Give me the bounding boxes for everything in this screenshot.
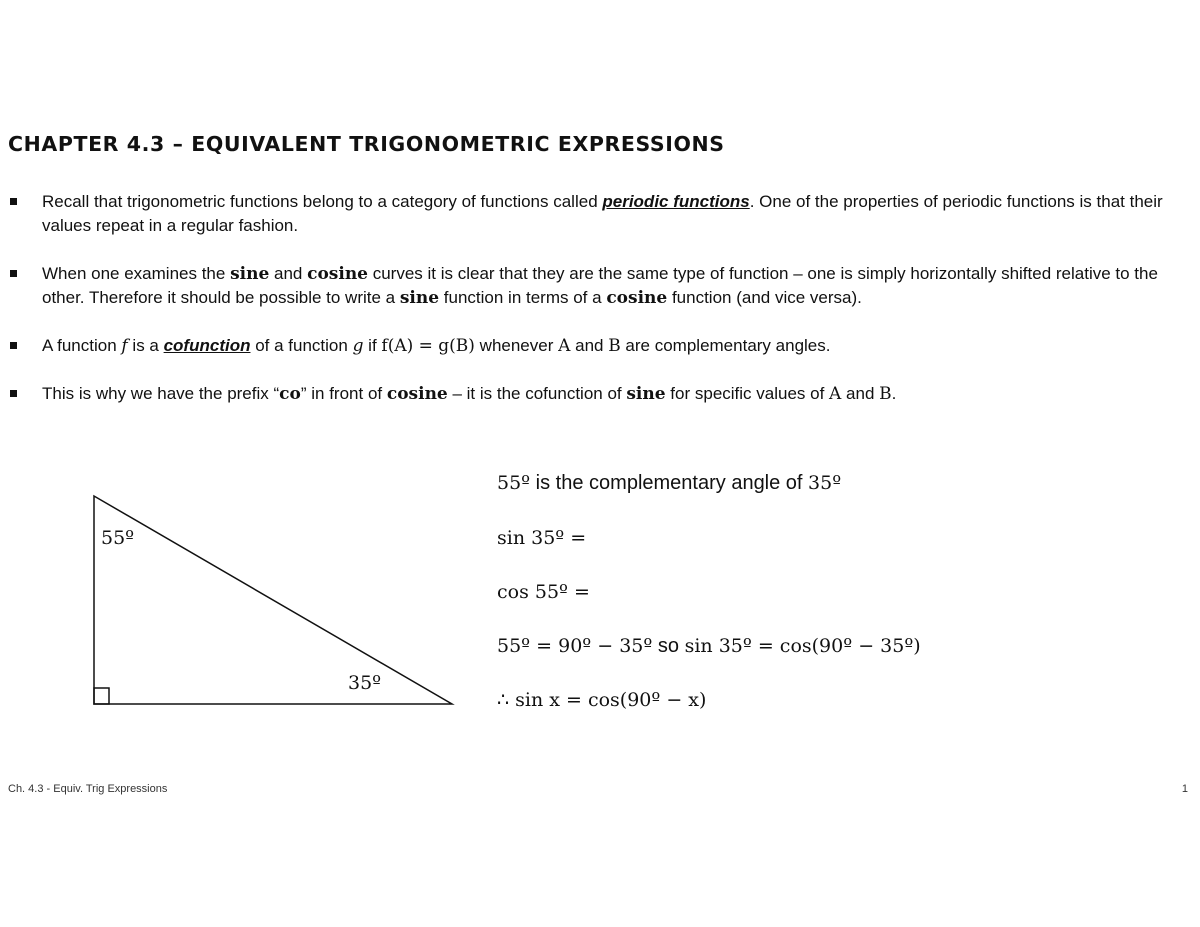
text-span: for specific values of bbox=[665, 384, 830, 403]
statement-text: is the complementary angle of bbox=[530, 472, 809, 494]
term-cosine: cosine bbox=[307, 264, 368, 284]
text-span: Recall that trigonometric functions belong to a category of functions called bbox=[42, 192, 603, 211]
page-title: CHAPTER 4.3 – EQUIVALENT TRIGONOMETRIC EXPRESSIONS bbox=[8, 132, 725, 156]
bullet-marker bbox=[10, 198, 17, 205]
bullet-text bbox=[42, 334, 1172, 358]
text-span: function in terms of a bbox=[439, 288, 607, 307]
text-span: whenever bbox=[474, 336, 559, 355]
text-span: if bbox=[363, 336, 382, 355]
math-35: 35º bbox=[808, 472, 842, 494]
triangle-diagram bbox=[80, 480, 480, 720]
emphasis-cofunction: cofunction bbox=[163, 336, 251, 355]
text-span: is a bbox=[127, 336, 164, 355]
term-cosine: cosine bbox=[386, 384, 448, 404]
connector-so: so bbox=[652, 635, 685, 657]
math-A: A bbox=[558, 336, 571, 356]
equation-sin-35: sin 35º = bbox=[497, 527, 587, 549]
text-span: This is why we have the prefix “ bbox=[42, 384, 280, 403]
text-span: A function bbox=[42, 336, 122, 355]
term-sine: sine bbox=[399, 288, 440, 308]
equation-cos-55: cos 55º = bbox=[497, 581, 590, 603]
term-co: co bbox=[279, 384, 301, 404]
right-angle-marker bbox=[94, 688, 109, 704]
text-span: function (and vice versa). bbox=[667, 288, 862, 307]
text-span: When one examines the bbox=[42, 264, 231, 283]
term-cosine: cosine bbox=[606, 288, 668, 308]
math-55: 55º bbox=[497, 472, 531, 494]
term-sine: sine bbox=[626, 384, 666, 404]
bullet-marker bbox=[10, 390, 17, 397]
text-span: . bbox=[891, 384, 897, 403]
bullet-text bbox=[42, 190, 1172, 238]
text-span: are complementary angles. bbox=[620, 336, 831, 355]
emphasis-periodic-functions: periodic functions bbox=[602, 192, 750, 211]
complementary-statement bbox=[497, 472, 841, 495]
footer-title: Ch. 4.3 - Equiv. Trig Expressions bbox=[8, 783, 168, 795]
math-cofunction-equation: f(A) = g(B) bbox=[381, 336, 475, 356]
text-span: – it is the cofunction of bbox=[447, 384, 627, 403]
text-span: of a function bbox=[250, 336, 353, 355]
term-sine: sine bbox=[230, 264, 270, 284]
math-f: f bbox=[121, 336, 128, 356]
bullet-marker bbox=[10, 342, 17, 349]
equation-identity-derivation bbox=[497, 635, 921, 658]
math-A: A bbox=[829, 384, 842, 404]
math-g: g bbox=[352, 336, 364, 356]
math-B: B bbox=[608, 336, 621, 356]
math-sin-cos-relation: sin 35º = cos(90º − 35º) bbox=[684, 635, 921, 657]
text-span: and bbox=[841, 384, 880, 403]
text-span: . One of the properties of periodic functions is that their values repeat in a regular fashion. bbox=[42, 192, 1163, 235]
bullet-text bbox=[42, 382, 1172, 406]
equation-general-identity: ∴ sin x = cos(90º − x) bbox=[497, 689, 707, 711]
text-span: and bbox=[570, 336, 609, 355]
math-B: B bbox=[879, 384, 892, 404]
bullet-text bbox=[42, 262, 1172, 310]
angle-label-top: 55º bbox=[101, 527, 135, 549]
text-span: curves it is clear that they are the same type of function – one is simply horizontally shifted relative to the other. Therefore it should be possible to write a bbox=[42, 264, 1158, 307]
triangle-outline bbox=[94, 496, 452, 704]
angle-label-bottom: 35º bbox=[348, 672, 382, 694]
bullet-marker bbox=[10, 270, 17, 277]
text-span: ” in front of bbox=[300, 384, 387, 403]
math-angle-relation: 55º = 90º − 35º bbox=[497, 635, 653, 657]
page-number: 1 bbox=[1181, 783, 1188, 795]
right-triangle-figure bbox=[80, 480, 480, 720]
text-span: and bbox=[269, 264, 308, 283]
